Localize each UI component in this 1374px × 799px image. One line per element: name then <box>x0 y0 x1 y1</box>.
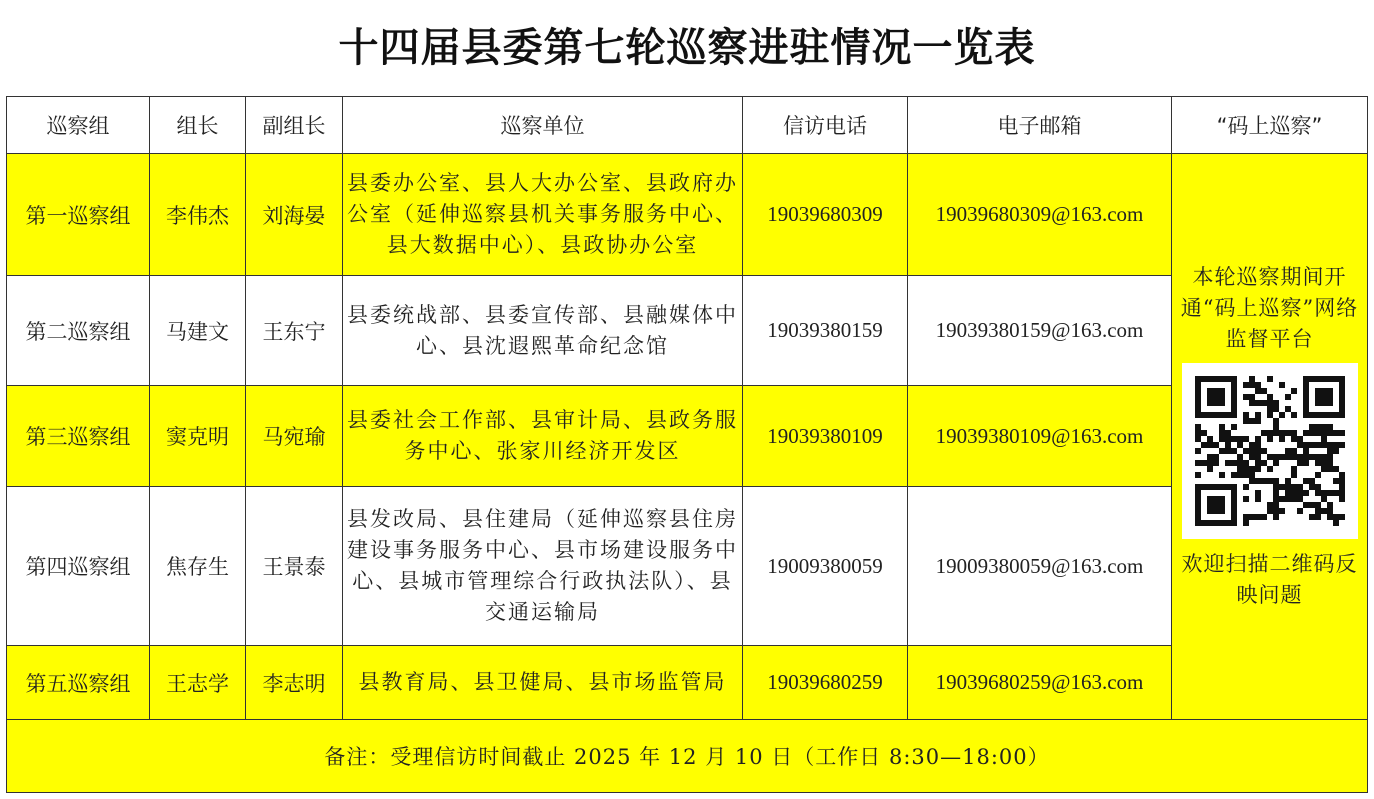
petition-phone: 19009380059 <box>743 487 908 646</box>
table-row <box>7 154 1368 276</box>
header-deputy: 副组长 <box>246 97 343 154</box>
qr-panel <box>1172 154 1368 720</box>
email-address: 19039380109@163.com <box>908 386 1172 487</box>
table-row <box>7 646 1368 720</box>
header-code: “码上巡察” <box>1172 97 1368 154</box>
header-leader: 组长 <box>150 97 246 154</box>
deputy-name: 刘海晏 <box>246 154 343 276</box>
email-address: 19039680309@163.com <box>908 154 1172 276</box>
inspected-units: 县委社会工作部、县审计局、县政务服务中心、张家川经济开发区 <box>343 386 743 487</box>
table-row <box>7 386 1368 487</box>
petition-phone: 19039680259 <box>743 646 908 720</box>
qr-intro-text: 本轮巡察期间开通“码上巡察”网络监督平台 <box>1180 265 1359 351</box>
inspected-units: 县委统战部、县委宣传部、县融媒体中心、县沈遐熙革命纪念馆 <box>343 276 743 386</box>
page-title: 十四届县委第七轮巡察进驻情况一览表 <box>338 24 1036 71</box>
header-phone: 信访电话 <box>743 97 908 154</box>
email-address: 19039380159@163.com <box>908 276 1172 386</box>
group-name: 第五巡察组 <box>7 646 150 720</box>
deputy-name: 王景泰 <box>246 487 343 646</box>
qr-outro-text: 欢迎扫描二维码反映问题 <box>1181 552 1358 607</box>
deputy-name: 马宛瑜 <box>246 386 343 487</box>
header-row <box>7 97 1368 154</box>
group-name: 第二巡察组 <box>7 276 150 386</box>
table-row <box>7 276 1368 386</box>
inspected-units: 县教育局、县卫健局、县市场监管局 <box>343 646 743 720</box>
qr-code-icon[interactable] <box>1182 363 1358 539</box>
note-row <box>7 720 1368 793</box>
header-group: 巡察组 <box>7 97 150 154</box>
leader-name: 马建文 <box>150 276 246 386</box>
petition-phone: 19039680309 <box>743 154 908 276</box>
group-name: 第四巡察组 <box>7 487 150 646</box>
leader-name: 焦存生 <box>150 487 246 646</box>
inspection-table <box>6 96 1368 793</box>
petition-phone: 19039380109 <box>743 386 908 487</box>
leader-name: 王志学 <box>150 646 246 720</box>
header-email: 电子邮箱 <box>908 97 1172 154</box>
header-units: 巡察单位 <box>343 97 743 154</box>
deputy-name: 王东宁 <box>246 276 343 386</box>
table-row <box>7 487 1368 646</box>
inspected-units: 县发改局、县住建局（延伸巡察县住房建设事务服务中心、县市场建设服务中心、县城市管理综合行政执法队）、县交通运输局 <box>343 487 743 646</box>
group-name: 第三巡察组 <box>7 386 150 487</box>
note-text: 备注：受理信访时间截止 2025 年 12 月 10 日（工作日 8:30—18:00） <box>7 720 1368 793</box>
deputy-name: 李志明 <box>246 646 343 720</box>
leader-name: 李伟杰 <box>150 154 246 276</box>
email-address: 19039680259@163.com <box>908 646 1172 720</box>
email-address: 19009380059@163.com <box>908 487 1172 646</box>
petition-phone: 19039380159 <box>743 276 908 386</box>
leader-name: 窦克明 <box>150 386 246 487</box>
group-name: 第一巡察组 <box>7 154 150 276</box>
inspected-units: 县委办公室、县人大办公室、县政府办公室（延伸巡察县机关事务服务中心、县大数据中心）、县政协办公室 <box>343 154 743 276</box>
